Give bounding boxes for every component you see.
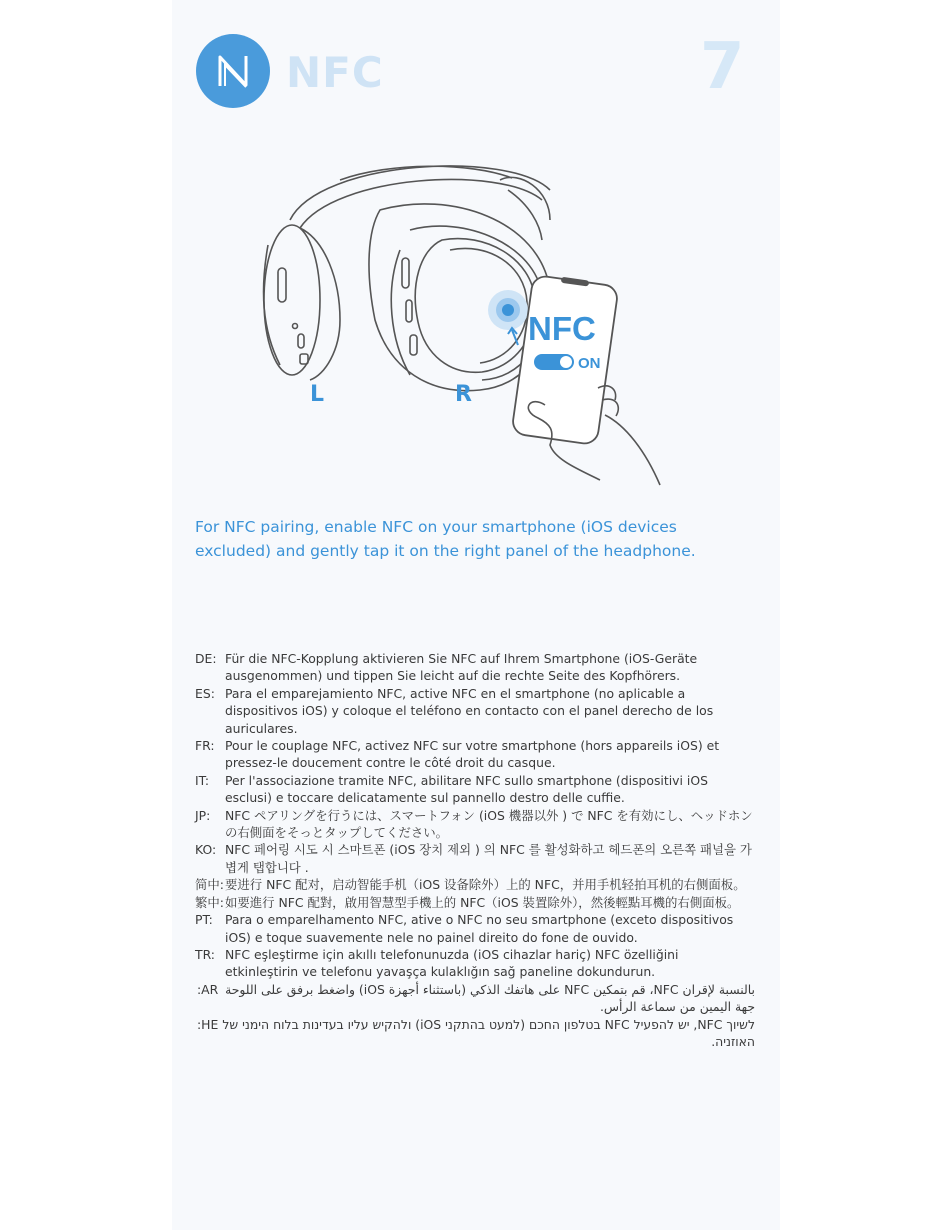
- headphone-drawing: [264, 166, 551, 391]
- translation-zh-hans: 简中: 要进行 NFC 配对，启动智能手机（iOS 设备除外）上的 NFC，并用手机轻拍耳机的右侧面板。: [195, 877, 746, 893]
- right-earcup-label: R: [455, 382, 472, 407]
- page-title: NFC: [286, 48, 384, 97]
- nfc-n-icon: [196, 34, 270, 108]
- page-number: 7: [700, 30, 745, 104]
- left-earcup-label: L: [310, 382, 325, 407]
- translation-pt: PT: Para o emparelhamento NFC, ative o NFC no seu smartphone (exceto dispositivos iOS) e toque suavemente nele no painel direito do fone de ouvido.: [195, 912, 734, 945]
- translation-ar: :AR بالنسبة لإقران NFC، قم بتمكين NFC على هاتفك الذكي (باستثناء أجهزة iOS) واضغط برفق على اللوحة جهة اليمين من سماعة الرأس.: [197, 981, 755, 1015]
- translation-fr: FR: Pour le couplage NFC, activez NFC sur votre smartphone (hors appareils iOS) et pressez-le doucement contre le côté droit du casque.: [195, 738, 720, 771]
- phone-toggle-label: ON: [578, 355, 601, 372]
- phone-nfc-label: NFC: [528, 310, 596, 347]
- translations-list: [195, 650, 755, 1050]
- translation-tr: TR: NFC eşleştirme için akıllı telefonunuzda (iOS cihazlar hariç) NFC özelliğini etkinleştirin ve telefonu yavaşça kulaklığın sağ paneline dokundurun.: [195, 946, 679, 980]
- translation-ko: KO: NFC 페어링 시도 시 스마트폰 (iOS 장치 제외 ) 의 NFC 를 활성화하고 헤드폰의 오른쪽 패널을 가볍게 탭합니다 .: [195, 842, 752, 875]
- translation-he: :HE לשיוך NFC, יש להפעיל NFC בטלפון החכם (למעט בהתקני iOS) ולהקיש עליו בעדינות בלוח הימני של האוזניה.: [197, 1016, 755, 1049]
- translation-zh-hant: 繁中: 如要進行 NFC 配對，啟用智慧型手機上的 NFC（iOS 裝置除外），然後輕點耳機的右側面板。: [195, 894, 740, 910]
- translation-jp: JP: NFC ペアリングを行うには、スマートフォン (iOS 機器以外 ) で NFC を有効にし、ヘッドホンの右側面をそっとタップしてください。: [195, 807, 753, 841]
- n-letter-icon: [211, 49, 255, 93]
- main-instruction: For NFC pairing, enable NFC on your smartphone (iOS devices excluded) and gently tap it on the right panel of the headphone.: [195, 518, 696, 560]
- translation-it: IT: Per l'associazione tramite NFC, abilitare NFC sullo smartphone (dispositivi iOS esclusi) e toccare delicatamente sul pannello destro delle cuffie.: [195, 772, 708, 806]
- nfc-illustration: [250, 150, 690, 490]
- nfc-tap-dot: [502, 304, 514, 316]
- translation-es: ES: Para el emparejamiento NFC, active NFC en el smartphone (no aplicable a dispositivos iOS) y coloque el teléfono en contacto con el panel derecho de los auriculares.: [195, 685, 714, 736]
- translation-de: DE: Für die NFC-Kopplung aktivieren Sie NFC auf Ihrem Smartphone (iOS-Geräte ausgenommen) und tippen Sie leicht auf die rechte Seite des Kopfhörers.: [195, 651, 698, 684]
